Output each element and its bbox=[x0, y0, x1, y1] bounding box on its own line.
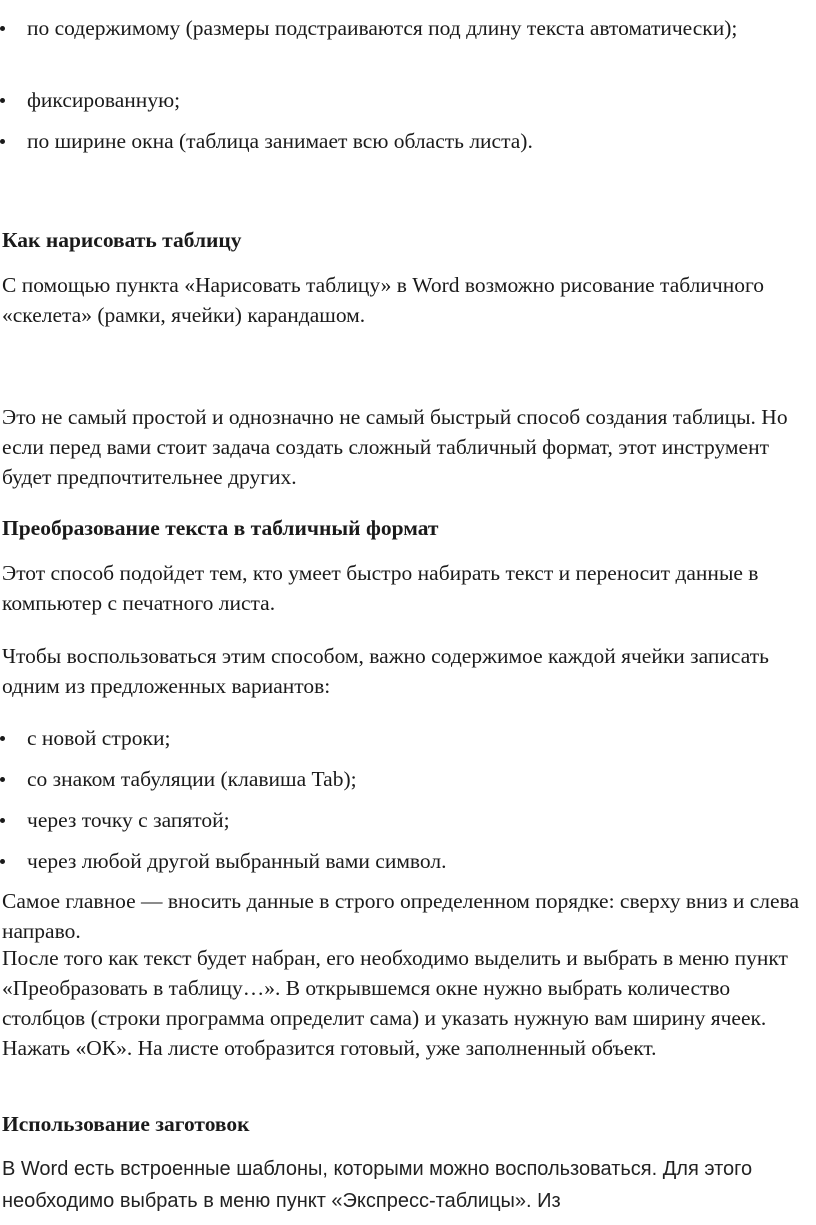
paragraph: Чтобы воспользоваться этим способом, важно содержимое каждой ячейки записать одним из предложенных вариантов: bbox=[2, 644, 769, 698]
paragraph: После того как текст будет набран, его необходимо выделить и выбрать в меню пункт «Преобразовать в таблицу…». В открывшемся окне нужно выбрать количество столбцов (строки программа определит сама) и указать нужную вам ширину ячеек. Нажать «ОК». На листе отобразится готовый, уже заполненный объект. bbox=[2, 946, 788, 1060]
section-heading-templates: Использование заготовок bbox=[2, 1112, 250, 1136]
section-heading-draw-table: Как нарисовать таблицу bbox=[2, 228, 242, 252]
paragraph: Это не самый простой и однозначно не самый быстрый способ создания таблицы. Но если перед вами стоит задача создать сложный табличный формат, этот инструмент будет предпочтительнее других. bbox=[2, 405, 788, 489]
list-item bbox=[0, 13, 800, 43]
list-item-text: через точку с запятой; bbox=[27, 808, 230, 832]
bullet-icon bbox=[0, 139, 5, 144]
list-item-text: через любой другой выбранный вами символ. bbox=[27, 849, 447, 873]
list-item bbox=[0, 805, 800, 835]
list-item-text: по ширине окна (таблица занимает всю область листа). bbox=[27, 129, 533, 153]
bullet-icon bbox=[0, 777, 5, 782]
list-item bbox=[0, 764, 800, 794]
list-item-text: фиксированную; bbox=[27, 88, 181, 112]
bullet-icon bbox=[0, 26, 5, 31]
paragraph: Самое главное — вносить данные в строго определенном порядке: сверху вниз и слева направо. bbox=[2, 889, 799, 943]
bullet-icon bbox=[0, 859, 5, 864]
list-item-text: с новой строки; bbox=[27, 726, 171, 750]
section-heading-convert-text: Преобразование текста в табличный формат bbox=[2, 516, 439, 540]
bullet-icon bbox=[0, 736, 5, 741]
list-item-text: по содержимому (размеры подстраиваются под длину текста автоматически); bbox=[27, 16, 738, 40]
list-item bbox=[0, 85, 800, 115]
list-item bbox=[0, 126, 800, 156]
paragraph: С помощью пункта «Нарисовать таблицу» в Word возможно рисование табличного «скелета» (рамки, ячейки) карандашом. bbox=[2, 273, 764, 327]
bullet-icon bbox=[0, 818, 5, 823]
bullet-icon bbox=[0, 98, 5, 103]
list-item bbox=[0, 723, 800, 753]
list-item bbox=[0, 846, 800, 876]
list-item-text: со знаком табуляции (клавиша Tab); bbox=[27, 767, 357, 791]
paragraph: В Word есть встроенные шаблоны, которыми можно воспользоваться. Для этого необходимо выбрать в меню пункт «Экспресс-таблицы». Из bbox=[2, 1158, 753, 1212]
paragraph: Этот способ подойдет тем, кто умеет быстро набирать текст и переносит данные в компьютер с печатного листа. bbox=[2, 561, 759, 615]
